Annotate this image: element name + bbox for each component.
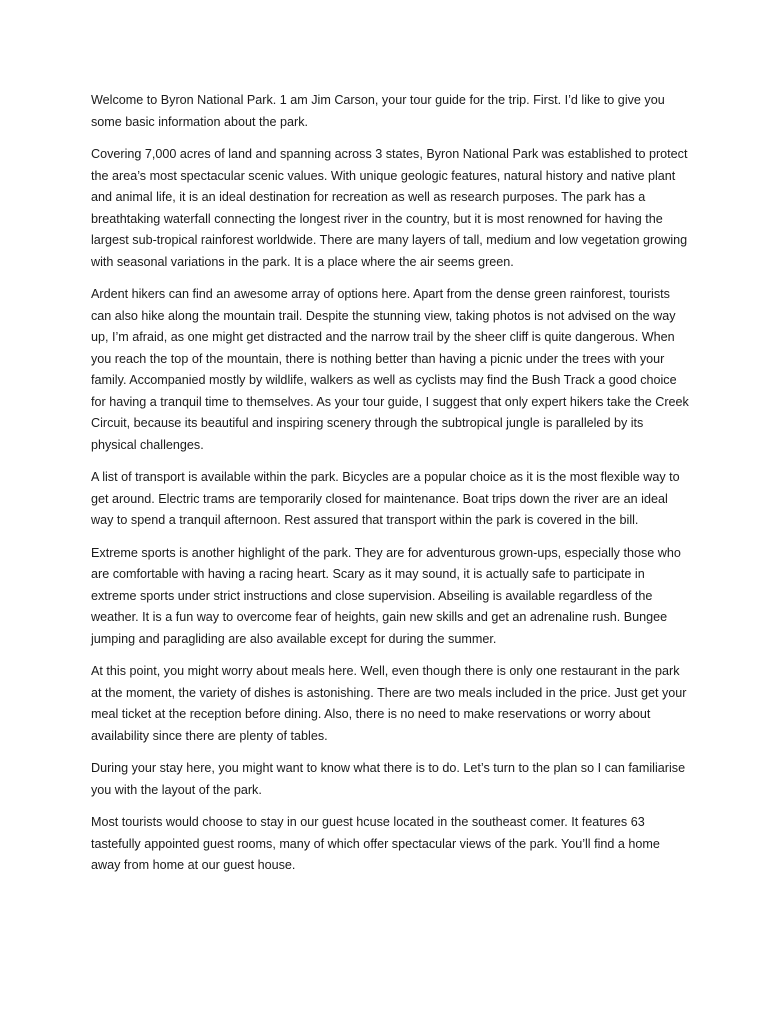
paragraph-transport: A list of transport is available within the park. Bicycles are a popular choice as it is the most flexible way to get around. Electric trams are temporarily closed for maintenance. Boat trips down the river are an ideal way to spend a tranquil afternoon. Rest assured that transport within the park is covered in the bill. bbox=[91, 470, 680, 527]
paragraph-hiking: Ardent hikers can find an awesome array of options here. Apart from the dense green rainforest, tourists can also hike along the mountain trail. Despite the stunning view, taking photos is not advised on the way up, I’m afraid, as one might get distracted and the narrow trail by the sheer cliff is quite dangerous. When you reach the top of the mountain, there is nothing better than having a picnic under the trees with your family. Accompanied mostly by wildlife, walkers as well as cyclists may find the Bush Track a good choice for having a tranquil time to themselves. As your tour guide, I suggest that only expert hikers take the Creek Circuit, because its beautiful and inspiring scenery through the subtropical jungle is paralleled by its physical challenges. bbox=[91, 287, 689, 452]
paragraph-guest-house: Most tourists would choose to stay in our guest hcuse located in the southeast comer. It features 63 tastefully appointed guest rooms, many of which offer spectacular views of the park. You’ll find a home away from home at our guest house. bbox=[91, 815, 660, 872]
paragraph-welcome: Welcome to Byron National Park. 1 am Jim Carson, your tour guide for the trip. First. I’d like to give you some basic information about the park. bbox=[91, 93, 665, 129]
paragraph-extreme-sports: Extreme sports is another highlight of the park. They are for adventurous grown-ups, especially those who are comfortable with having a racing heart. Scary as it may sound, it is actually safe to participate in extreme sports under strict instructions and close supervision. Abseiling is available regardless of the weather. It is a fun way to overcome fear of heights, gain new skills and get an adrenaline rush. Bungee jumping and paragliding are also available except for during the summer. bbox=[91, 545, 681, 646]
paragraph-meals: At this point, you might worry about meals here. Well, even though there is only one restaurant in the park at the moment, the variety of dishes is astonishing. There are two meals included in the price. Just get your meal ticket at the reception before dining. Also, there is no need to make reservations or worry about availability since there are plenty of tables. bbox=[91, 664, 687, 743]
paragraph-park-overview: Covering 7,000 acres of land and spanning across 3 states, Byron National Park was established to protect the area’s most spectacular scenic values. With unique geologic features, natural history and native plant and animal life, it is an ideal destination for recreation as well as research purposes. The park has a breathtaking waterfall connecting the longest river in the country, but it is most renowned for having the largest sub-tropical rainforest worldwide. There are many layers of tall, medium and low vegetation growing with seasonal variations in the park. It is a place where the air seems green. bbox=[91, 147, 688, 269]
paragraph-plan: During your stay here, you might want to know what there is to do. Let’s turn to the plan so I can familiarise you with the layout of the park. bbox=[91, 761, 686, 797]
document-page bbox=[91, 90, 691, 888]
